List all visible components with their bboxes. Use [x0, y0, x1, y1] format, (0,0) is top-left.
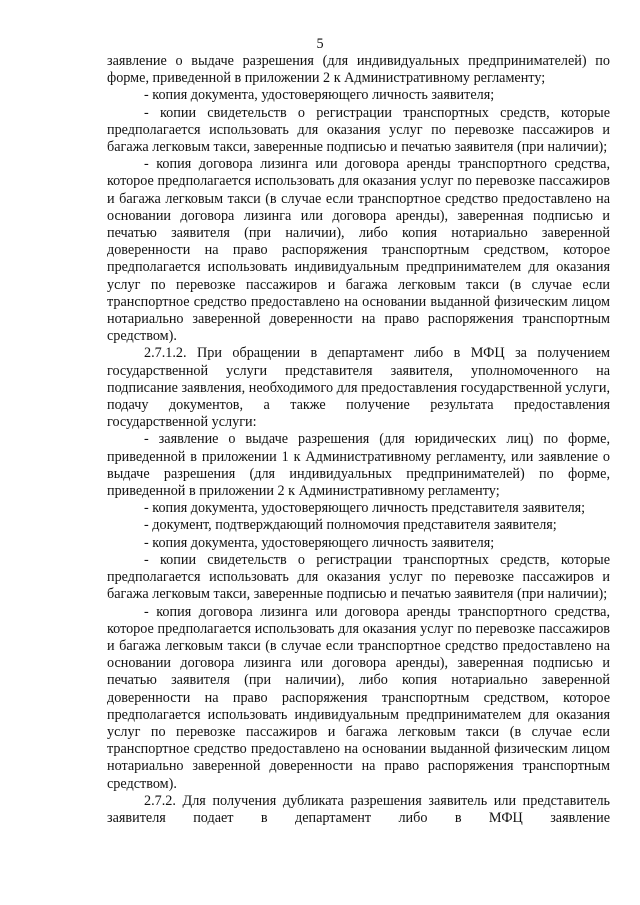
paragraph: - копия документа, удостоверяющего личность заявителя; [144, 87, 495, 104]
paragraph: - копия договора лизинга или договора аренды транспортного средства, которое предполагается использовать для оказания услуг по перевозке пассажиров и багажа легковым такси (в случае если транспортное средство предоставлено на основании договора лизинга или договора аренды), заверенная подписью и печатью заявителя (при наличии), либо копия нотариально заверенной доверенности на право распоряжения транспортным средством, которое предполагается использовать индивидуальным предпринимателем для оказания услуг по перевозке пассажиров и багажа легковым такси (в случае если транспортное средство предоставлено на основании выданной физическим лицом нотариально заверенной доверенности на право распоряжения транспортным средством). [107, 156, 610, 345]
document-body [107, 53, 610, 827]
paragraph: 2.7.2. Для получения дубликата разрешения заявитель или представитель заявителя подает в департамент либо в МФЦ заявление [107, 792, 610, 826]
paragraph: 2.7.1.2. При обращении в департамент либо в МФЦ за получением государственной услуги представителя заявителя, уполномоченного на подписание заявления, необходимого для предоставления государственной услуги, подачу документов, а также получение результата предоставления государственной услуги: [107, 345, 610, 431]
paragraph: - копии свидетельств о регистрации транспортных средств, которые предполагается использовать для оказания услуг по перевозке пассажиров и багажа легковым такси, заверенные подписью и печатью заявителя (при наличии); [107, 551, 610, 603]
paragraph: - копия договора лизинга или договора аренды транспортного средства, которое предполагается использовать для оказания услуг по перевозке пассажиров и багажа легковым такси (в случае если транспортное средство предоставлено на основании договора лизинга или договора аренды), заверенная подписью и печатью заявителя (при наличии), либо копия нотариально заверенной доверенности на право распоряжения транспортным средством, которое предполагается использовать индивидуальным предпринимателем для оказания услуг по перевозке пассажиров и багажа легковым такси (в случае если транспортное средство предоставлено на основании выданной физическим лицом нотариально заверенной доверенности на право распоряжения транспортным средством). [107, 603, 610, 792]
paragraph: - документ, подтверждающий полномочия представителя заявителя; [144, 517, 557, 534]
page-number: 5 [316, 36, 324, 52]
paragraph: - заявление о выдаче разрешения (для юридических лиц) по форме, приведенной в приложении 1 к Административному регламенту, или заявление о выдаче разрешения (для индивидуальных предпринимателей) по форме, приведенной в приложении 2 к Административному регламенту; [107, 431, 610, 500]
paragraph: - копия документа, удостоверяющего личность представителя заявителя; [144, 500, 586, 517]
paragraph: - копии свидетельств о регистрации транспортных средств, которые предполагается использовать для оказания услуг по перевозке пассажиров и багажа легковым такси, заверенные подписью и печатью заявителя (при наличии); [107, 104, 610, 156]
paragraph: заявление о выдаче разрешения (для индивидуальных предпринимателей) по форме, приведенной в приложении 2 к Административному регламенту; [107, 53, 610, 87]
paragraph: - копия документа, удостоверяющего личность заявителя; [144, 534, 495, 551]
